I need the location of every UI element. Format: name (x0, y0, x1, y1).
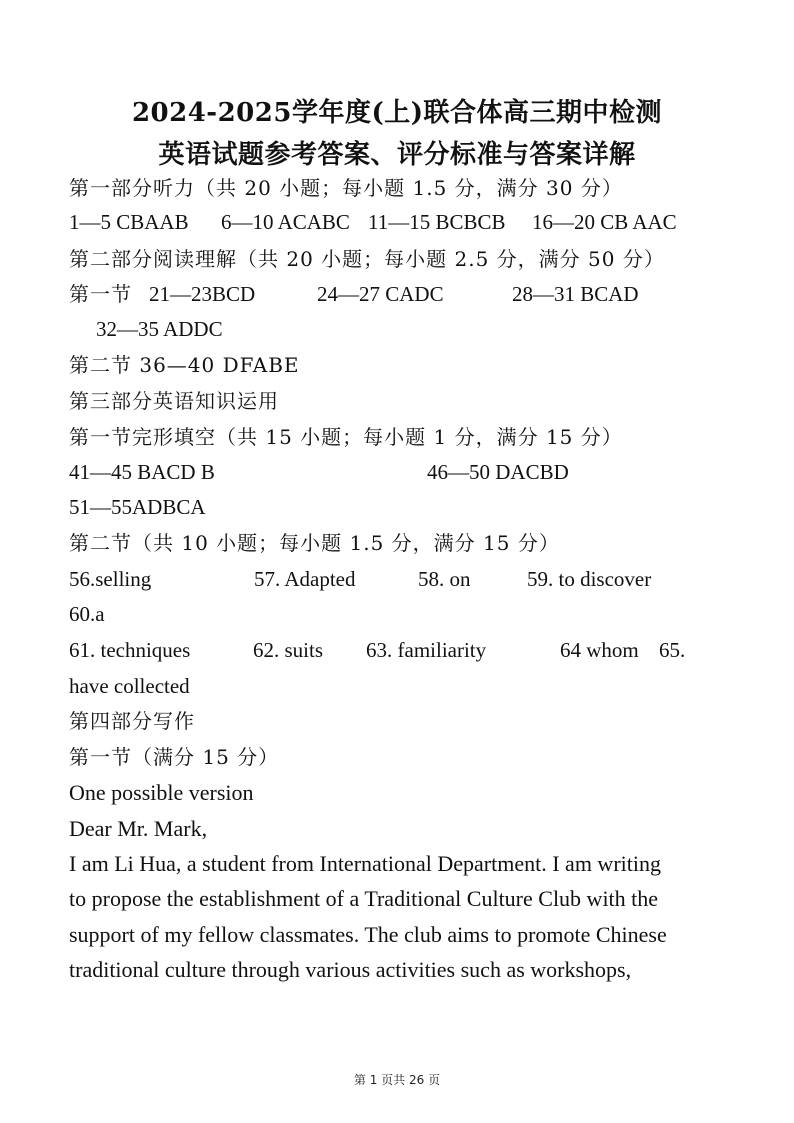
answer-group: 1—5 CBAAB (69, 210, 189, 234)
answer-item: 57. Adapted (254, 567, 356, 591)
part3-section2-row2: 60.a (69, 602, 105, 626)
part3-section1-answers-cont: 51—55ADBCA (69, 495, 206, 519)
answer-group: 24—27 CADC (317, 282, 444, 306)
answer-group: 6—10 ACABC (221, 210, 350, 234)
letter-body-line: traditional culture through various activities such as workshops, (69, 957, 632, 982)
part3-heading: 第三部分英语知识运用 (69, 389, 279, 413)
answer-group: 46—50 DACBD (427, 460, 569, 484)
part3-section2-row3 (69, 637, 729, 663)
part3-section2-heading: 第二节（共 10 小题；每小题 1.5 分，满分 15 分） (69, 531, 560, 555)
part2-section1-answers (69, 281, 729, 307)
page-number: 第 1 页共 26 页 (353, 1073, 441, 1087)
answer-item: 61. techniques (69, 638, 191, 662)
part2-section1-answers-cont: 32—35 ADDC (96, 317, 223, 341)
answer-item: 56.selling (69, 567, 152, 591)
part1-heading: 第一部分听力（共 20 小题；每小题 1.5 分，满分 30 分） (69, 176, 623, 200)
part1-answers (69, 209, 729, 235)
part3-section2-row4: have collected (69, 674, 190, 698)
letter-body-line: I am Li Hua, a student from International Department. I am writing (69, 851, 661, 876)
answer-item: 62. suits (253, 638, 324, 662)
part3-section2-row1 (69, 566, 729, 592)
sample-version-label: One possible version (69, 780, 254, 805)
answer-item: 59. to discover (527, 567, 652, 591)
answer-item: 64 whom (560, 638, 639, 662)
part2-section2: 第二节 36—40 DFABE (69, 353, 300, 377)
letter-body-line: support of my fellow classmates. The club aims to promote Chinese (69, 922, 667, 947)
answer-group: 16—20 CB AAC (532, 210, 677, 234)
answer-group: 21—23BCD (149, 282, 256, 306)
letter-body-line: to propose the establishment of a Traditional Culture Club with the (69, 886, 659, 911)
section-label: 第一节 (69, 282, 132, 306)
document-title-line1: 2024-2025学年度(上)联合体高三期中检测 (131, 98, 663, 128)
answer-item: 63. familiarity (366, 638, 487, 662)
answer-group: 28—31 BCAD (512, 282, 639, 306)
letter-salutation: Dear Mr. Mark, (69, 816, 208, 841)
part2-heading: 第二部分阅读理解（共 20 小题；每小题 2.5 分，满分 50 分） (69, 247, 665, 271)
document-title-line2: 英语试题参考答案、评分标准与答案详解 (158, 140, 636, 170)
part4-section1-heading: 第一节（满分 15 分） (69, 745, 280, 769)
answer-item: 58. on (418, 567, 471, 591)
answer-group: 41—45 BACD B (69, 460, 215, 484)
answer-group: 11—15 BCBCB (368, 210, 506, 234)
part3-section1-answers (69, 459, 729, 485)
part4-heading: 第四部分写作 (69, 709, 195, 733)
answer-item: 65. (659, 638, 686, 662)
part3-section1-heading: 第一节完形填空（共 15 小题；每小题 1 分，满分 15 分） (69, 425, 623, 449)
